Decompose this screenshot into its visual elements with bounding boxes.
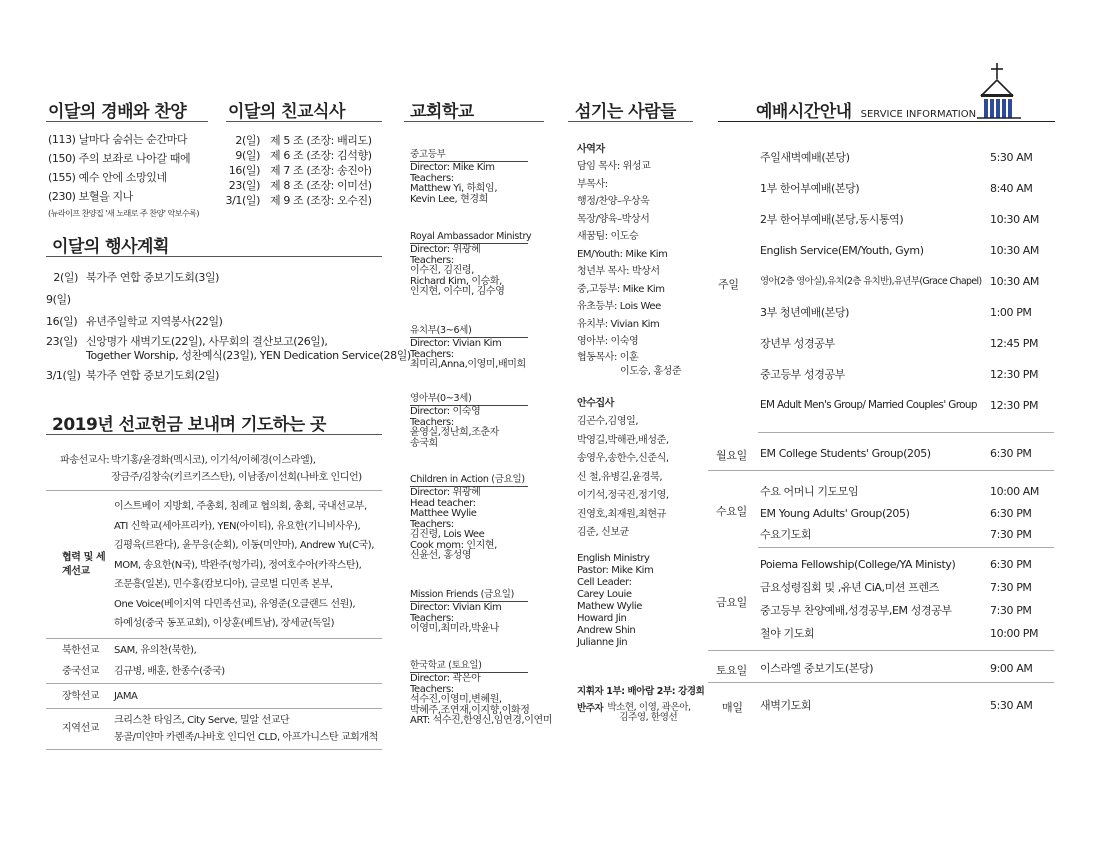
service-time: 10:30 AM bbox=[990, 244, 1040, 257]
group-mission-friends bbox=[410, 582, 528, 635]
divider bbox=[708, 650, 1054, 651]
group-line: 송국희 bbox=[410, 437, 438, 449]
service-name: 중고등부 찬양예배,성경공부,EM 성경공부 bbox=[760, 604, 952, 617]
church-school-title: 교회학교 bbox=[410, 102, 474, 122]
group-name: Royal Ambassador Ministry bbox=[410, 231, 532, 242]
service-time: 12:45 PM bbox=[990, 337, 1039, 350]
service-name: English Service(EM/Youth, Gym) bbox=[760, 244, 924, 257]
service-name: 이스라엘 중보기도(본당) bbox=[760, 662, 874, 675]
service-time: 12:30 PM bbox=[990, 399, 1039, 412]
group-line: Teachers: bbox=[410, 416, 454, 428]
group-royal-ambassador bbox=[410, 224, 532, 298]
service-time: 6:30 PM bbox=[990, 447, 1032, 460]
staff-item: 중,고등부: Mike Kim bbox=[577, 283, 665, 295]
church-icon bbox=[975, 62, 1023, 120]
mission-label: 중국선교 bbox=[62, 665, 100, 677]
hymn-item: (150) 주의 보좌로 나아갈 때에 bbox=[48, 152, 191, 165]
mission-label: 파송선교사: bbox=[60, 455, 110, 466]
divider bbox=[758, 432, 1054, 433]
service-time: 7:30 PM bbox=[990, 528, 1032, 541]
service-name: 철야 기도회 bbox=[760, 627, 815, 640]
group-line: Matthee Wylie bbox=[410, 508, 477, 519]
accompanist-label: 반주자 bbox=[577, 703, 604, 714]
staff-item: 부목사: bbox=[577, 178, 608, 190]
divider bbox=[718, 121, 1055, 122]
divider bbox=[46, 683, 382, 684]
mission-line: 크리스찬 타임즈, City Serve, 밀알 선교단 bbox=[114, 714, 290, 726]
service-time: 12:30 PM bbox=[990, 368, 1039, 381]
service-name: 영아(2층 영아실),유치(2층 유치반),유년부(Grace Chapel) bbox=[760, 276, 982, 287]
day-label: 토요일 bbox=[716, 664, 747, 677]
mission-row bbox=[46, 491, 382, 638]
group-name: Mission Friends (금요일) bbox=[410, 586, 528, 602]
group-line: Kevin Lee, 현경희 bbox=[410, 193, 488, 205]
deacon-item: 김곤수,김영일, bbox=[577, 416, 639, 427]
service-name: 1부 한어부예배(본당) bbox=[760, 182, 860, 195]
hymn-item: (155) 예수 안에 소망있네 bbox=[48, 171, 167, 184]
group-children-in-action bbox=[410, 467, 528, 562]
group-line: Director: Vivian Kim bbox=[410, 338, 502, 349]
service-time: 5:30 AM bbox=[990, 699, 1033, 712]
group-line: Head teacher: bbox=[410, 497, 476, 509]
mission-line: 김평육(르완다), 윤무응(순회), 이동(미얀마), Andrew Yu(C국), bbox=[114, 540, 375, 551]
staff-item: 협동목사: 이훈 bbox=[577, 351, 639, 363]
service-title-ko: 예배시간안내 bbox=[756, 102, 852, 122]
mission-label: 북한선교 bbox=[62, 644, 100, 656]
group-name: Children in Action (금요일) bbox=[410, 471, 528, 487]
staff-list bbox=[577, 142, 681, 379]
day-label: 주일 bbox=[718, 278, 739, 291]
conductor: 지휘자 1부: 배아람 2부: 강경희 bbox=[577, 686, 705, 697]
group-name: 영아부(0~3세) bbox=[410, 390, 528, 406]
group-line: 박혜주,조연재,이지향,이화정 bbox=[410, 704, 530, 716]
group-line: Director: 곽은아 bbox=[410, 673, 481, 684]
mission-line: SAM, 유의찬(북한), bbox=[114, 644, 197, 656]
staff-item: 유초등부: Lois Wee bbox=[577, 301, 661, 312]
service-title-en: SERVICE INFORMATION bbox=[860, 109, 977, 120]
event-date: 23(일) bbox=[46, 335, 78, 348]
deacon-item: 박영길,박해관,배성준, bbox=[577, 434, 669, 446]
mission-title: 2019년 선교헌금 보내며 기도하는 곳 bbox=[52, 415, 326, 435]
deacon-item: 신 철,유병길,윤경북, bbox=[577, 471, 663, 483]
group-line: Cook mom: 인지현, bbox=[410, 539, 497, 551]
divider bbox=[46, 708, 382, 709]
event-date bbox=[46, 348, 78, 368]
staff-item: 청년부 목사: 박상서 bbox=[577, 266, 660, 277]
service-time: 7:30 PM bbox=[990, 581, 1032, 594]
group-line: 인지현, 이수미, 김수영 bbox=[410, 286, 505, 297]
group-line: Director: Vivian Kim bbox=[410, 602, 502, 613]
english-item: Pastor: Mike Kim bbox=[577, 565, 654, 576]
mission-line: 이스트베이 지방회, 주총회, 침례교 협의회, 총회, 국내선교부, bbox=[114, 501, 367, 512]
hymn-list bbox=[48, 130, 199, 219]
accompanist bbox=[577, 703, 691, 723]
divider bbox=[46, 256, 382, 257]
group-kindergarten bbox=[410, 318, 528, 371]
service-name: 새벽기도회 bbox=[760, 699, 812, 712]
service-name: 중고등부 성경공부 bbox=[760, 368, 845, 381]
mission-line: 하예성(중국 동포교회), 이상훈(베트남), 장세균(독일) bbox=[114, 618, 335, 629]
group-line: 김진령, Lois Wee bbox=[410, 529, 485, 540]
day-label: 금요일 bbox=[716, 596, 747, 609]
event-date: 9(일) bbox=[46, 293, 71, 306]
service-name: 금요성령집회 및 ,유년 CiA,미션 프렌즈 bbox=[760, 581, 939, 594]
mission-line: ATI 신학교(세아프리카), YEN(아이티), 유요한(기니비사우), bbox=[114, 520, 361, 532]
fellowship-text: 제 9 조 (조장: 오수진) bbox=[270, 194, 372, 207]
hymn-note: (뉴라이프 찬양집 '새 노래로 주 찬양' 악보수록) bbox=[48, 209, 200, 218]
staff-item: 담임 목사: 위성교 bbox=[577, 161, 651, 172]
service-time: 7:30 PM bbox=[990, 604, 1032, 617]
english-item: Howard Jin bbox=[577, 613, 627, 624]
fellowship-text: 제 6 조 (조장: 김석향) bbox=[270, 149, 372, 162]
divider bbox=[758, 547, 1054, 548]
group-line: Teachers: bbox=[410, 612, 454, 624]
group-line: 신윤선, 홍성영 bbox=[410, 550, 472, 561]
group-korean-school bbox=[410, 653, 552, 727]
fellowship-text: 제 8 조 (조장: 이미선) bbox=[270, 179, 372, 192]
group-name: 중고등부 bbox=[410, 146, 528, 162]
staff-item: 유치부: Vivian Kim bbox=[577, 318, 660, 330]
event-text: 북가주 연합 중보기도회(3일) bbox=[86, 271, 220, 284]
event-text: Together Worship, 성찬예식(23일), YEN Dedication Service(28일) bbox=[86, 349, 411, 362]
divider bbox=[46, 638, 382, 639]
mission-line: 김규병, 배훈, 한종수(중국) bbox=[114, 665, 225, 677]
fellowship-title: 이달의 친교식사 bbox=[228, 102, 345, 122]
mission-row bbox=[46, 661, 382, 683]
divider bbox=[226, 121, 382, 122]
service-time: 6:30 PM bbox=[990, 558, 1032, 571]
group-line: Teachers: bbox=[410, 348, 454, 360]
group-line: 윤영실,정난희,조춘자 bbox=[410, 427, 499, 438]
group-infant bbox=[410, 386, 528, 449]
group-line: 석수진,이영미,변혜원, bbox=[410, 694, 502, 705]
group-youth bbox=[410, 142, 528, 205]
group-line: Director: 위광혜 bbox=[410, 487, 481, 498]
service-name: 2부 한어부예배(본당,동시통역) bbox=[760, 213, 904, 226]
mission-label: 협력 및 세계선교 bbox=[62, 552, 106, 578]
group-line: 이수진, 김진령, bbox=[410, 265, 474, 276]
service-time: 9:00 AM bbox=[990, 662, 1033, 675]
hymn-title: 이달의 경배와 찬양 bbox=[48, 102, 187, 122]
service-name: 수요기도회 bbox=[760, 528, 812, 541]
service-time: 5:30 AM bbox=[990, 151, 1033, 164]
mission-line: 박기홍/윤경화(멕시코), 이기석/이혜경(이스라엘), bbox=[111, 455, 316, 466]
deacon-item: 송영우,송한수,신준식, bbox=[577, 453, 669, 464]
service-time: 6:30 PM bbox=[990, 507, 1032, 520]
deacon-list bbox=[577, 395, 669, 543]
service-name: EM College Students' Group(205) bbox=[760, 447, 931, 460]
english-head: English Ministry bbox=[577, 553, 650, 564]
staff-item: 목장/양육–박상서 bbox=[577, 213, 650, 225]
divider bbox=[46, 490, 382, 491]
divider bbox=[708, 470, 1054, 471]
fellowship-text: 제 7 조 (조장: 송진아) bbox=[270, 164, 372, 177]
deacon-head: 안수집사 bbox=[577, 398, 615, 409]
mission-line: 장금주/김창숙(키르키즈스탄), 이남종/이선희(나바호 인디언) bbox=[111, 472, 362, 483]
fellowship-list bbox=[218, 133, 372, 208]
mission-row bbox=[46, 639, 382, 661]
divider bbox=[568, 121, 693, 122]
divider bbox=[708, 682, 1054, 683]
day-label: 매일 bbox=[722, 701, 743, 714]
hymn-item: (113) 날마다 숨쉬는 순간마다 bbox=[48, 133, 188, 146]
group-line: 이영미,최미라,박윤나 bbox=[410, 623, 499, 634]
group-line: Director: 이숙영 bbox=[410, 406, 481, 417]
staff-item: 영아부: 이숙영 bbox=[577, 336, 639, 347]
accompanist-line: 김주영, 한영선 bbox=[619, 712, 678, 723]
service-title bbox=[756, 97, 976, 122]
servants-title: 섬기는 사람들 bbox=[575, 102, 676, 122]
fellowship-date: 16(일) bbox=[228, 164, 260, 177]
divider bbox=[404, 121, 544, 122]
service-name: EM Young Adults' Group(205) bbox=[760, 507, 910, 520]
service-name: 장년부 성경공부 bbox=[760, 337, 835, 350]
staff-item: 행정/찬양–우상욱 bbox=[577, 196, 650, 207]
event-date: 2(일) bbox=[53, 271, 78, 284]
mission-line: JAMA bbox=[114, 690, 138, 702]
mission-row bbox=[46, 684, 382, 708]
mission-line: MOM, 송요한(N국), 박완주(헝가리), 정여호수아(카작스탄), bbox=[114, 559, 362, 571]
service-name: 주일새벽예배(본당) bbox=[760, 151, 850, 164]
deacon-item: 이기석,정국진,정기영, bbox=[577, 490, 669, 501]
event-date: 3/1(일) bbox=[46, 369, 81, 382]
english-item: Carey Louie bbox=[577, 589, 632, 600]
event-text: 신앙명가 새벽기도(22일), 사무회의 결산보고(26일), bbox=[86, 335, 328, 348]
english-item: Andrew Shin bbox=[577, 625, 636, 636]
day-label: 월요일 bbox=[716, 449, 747, 462]
group-line: Teachers: bbox=[410, 518, 454, 530]
events-title: 이달의 행사계획 bbox=[52, 237, 169, 257]
divider bbox=[46, 749, 382, 750]
service-time: 10:30 AM bbox=[990, 213, 1040, 226]
service-time: 1:00 PM bbox=[990, 306, 1032, 319]
fellowship-text: 제 5 조 (조장: 배리도) bbox=[270, 134, 372, 147]
mission-line: 조문흥(일본), 민수홍(캄보디아), 글로벌 디민족 본부, bbox=[114, 579, 333, 590]
group-line: Richard Kim, 이승화, bbox=[410, 275, 502, 287]
fellowship-date: 23(일) bbox=[228, 179, 260, 192]
service-time: 10:00 PM bbox=[990, 627, 1039, 640]
mission-line: 몽골/미얀마 카렌족/나바호 인디언 CLD, 아프가니스탄 교회개척 bbox=[114, 731, 378, 743]
group-line: Teachers: bbox=[410, 172, 454, 184]
staff-head: 사역자 bbox=[577, 144, 605, 155]
service-name: 수요 어머니 기도모임 bbox=[760, 485, 859, 498]
events-list bbox=[46, 270, 411, 383]
service-time: 8:40 AM bbox=[990, 182, 1033, 195]
service-time: 10:30 AM bbox=[990, 275, 1040, 288]
mission-row bbox=[46, 709, 382, 749]
service-time: 10:00 AM bbox=[990, 485, 1040, 498]
fellowship-date: 2(일) bbox=[235, 134, 260, 147]
service-name: 3부 청년예배(본당) bbox=[760, 306, 850, 319]
group-name: 유치부(3~6세) bbox=[410, 322, 528, 338]
day-label: 수요일 bbox=[716, 505, 747, 518]
event-text: 북가주 연합 중보기도회(2일) bbox=[86, 369, 220, 382]
mission-row bbox=[46, 446, 382, 490]
event-date: 16(일) bbox=[46, 315, 78, 328]
service-name: Poiema Fellowship(College/YA Ministy) bbox=[760, 558, 956, 571]
group-line: Teachers: bbox=[410, 254, 454, 266]
english-item: Cell Leader: bbox=[577, 577, 632, 588]
english-item: Mathew Wylie bbox=[577, 601, 643, 612]
deacon-item: 진영호,최재원,최현규 bbox=[577, 508, 666, 520]
divider bbox=[46, 434, 382, 435]
group-name: 한국학교 (토요일) bbox=[410, 657, 528, 673]
staff-item: 새꿈팀: 이도승 bbox=[577, 231, 639, 242]
mission-label: 지역선교 bbox=[62, 723, 100, 734]
staff-item: EM/Youth: Mike Kim bbox=[577, 248, 668, 260]
fellowship-date: 9(일) bbox=[235, 149, 260, 162]
hymn-item: (230) 보혈을 지나 bbox=[48, 190, 133, 203]
group-line: Matthew Yi, 하희임, bbox=[410, 183, 498, 194]
group-line: 최미리,Anna,이영미,배미희 bbox=[410, 359, 526, 370]
group-line: Teachers: bbox=[410, 683, 454, 695]
mission-line: One Voice(베이지역 다민족선교), 유영준(오클랜드 선원), bbox=[114, 598, 356, 610]
fellowship-date: 3/1(일) bbox=[225, 194, 260, 207]
group-line: ART: 석수진,한영신,임연경,이연미 bbox=[410, 715, 553, 726]
service-name: EM Adult Men's Group/ Married Couples' Group bbox=[760, 399, 977, 411]
deacon-item: 김준, 신보균 bbox=[577, 527, 629, 538]
accompanist-line: 박소현, 이영, 곽은아, bbox=[607, 702, 691, 713]
group-line: Director: Mike Kim bbox=[410, 162, 495, 173]
english-ministry bbox=[577, 553, 653, 649]
mission-label: 장학선교 bbox=[62, 690, 100, 702]
english-item: Julianne Jin bbox=[577, 637, 628, 648]
event-text: 유년주일학교 지역봉사(22일) bbox=[86, 315, 223, 328]
group-line: Director: 위광혜 bbox=[410, 244, 481, 255]
staff-item: 이도승, 홍성준 bbox=[620, 365, 682, 377]
divider bbox=[46, 121, 208, 122]
missions-table bbox=[46, 446, 382, 750]
